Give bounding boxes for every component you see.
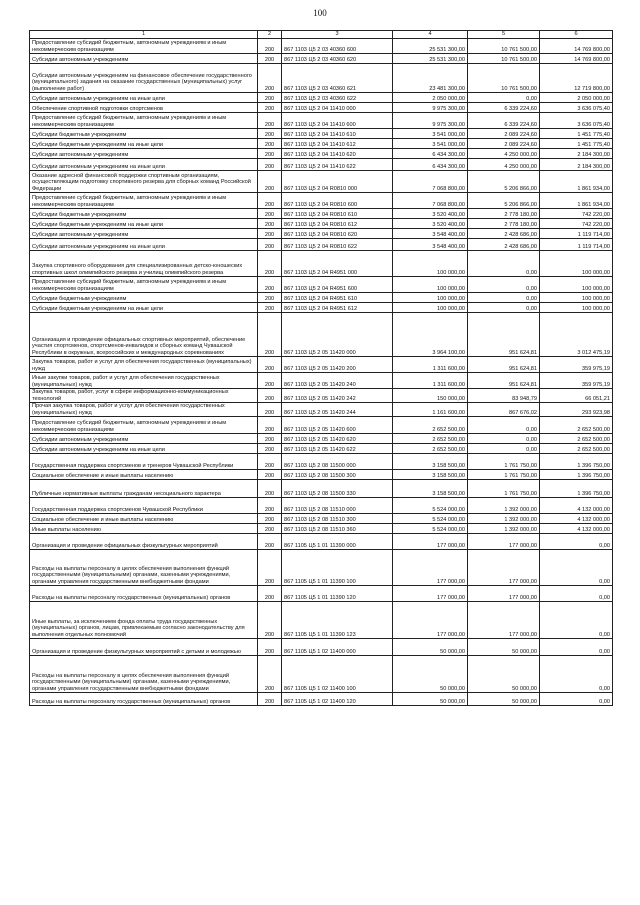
row-code-cell: 200: [258, 534, 282, 550]
table-row: [30, 514, 613, 524]
row-executed-cell: 177 000,00: [468, 586, 540, 602]
row-remaining-cell: 742 220,00: [540, 209, 613, 219]
row-remaining-cell: 1 396 750,00: [540, 480, 613, 498]
row-code-cell: 200: [258, 403, 282, 417]
table-row: [30, 480, 613, 498]
column-header: 5: [468, 31, 540, 39]
row-remaining-cell: 2 184 300,00: [540, 159, 613, 171]
row-code-cell: 200: [258, 480, 282, 498]
table-row: [30, 602, 613, 639]
row-code-cell: 200: [258, 64, 282, 93]
row-remaining-cell: 4 132 000,00: [540, 524, 613, 534]
table-row: [30, 54, 613, 64]
row-executed-cell: 951 624,81: [468, 313, 540, 357]
table-row: [30, 389, 613, 403]
row-code-cell: 200: [258, 389, 282, 403]
table-row: [30, 239, 613, 251]
row-executed-cell: 1 392 000,00: [468, 524, 540, 534]
row-remaining-cell: 359 975,19: [540, 373, 613, 389]
row-classifier-cell: 867 1103 Ц5 2 05 11420 620: [282, 434, 393, 444]
row-name-cell: Социальное обеспечение и иные выплаты населению: [30, 470, 258, 480]
row-executed-cell: 2 428 686,00: [468, 239, 540, 251]
row-name-cell: Расходы на выплаты персоналу государственных (муниципальных) органов: [30, 693, 258, 706]
row-executed-cell: 1 761 750,00: [468, 470, 540, 480]
table-row: [30, 586, 613, 602]
row-classifier-cell: 867 1105 Ц5 1 02 11400 100: [282, 656, 393, 693]
row-classifier-cell: 867 1103 Ц5 2 04 R0810 620: [282, 229, 393, 239]
row-executed-cell: 10 761 500,00: [468, 39, 540, 54]
row-code-cell: 200: [258, 639, 282, 656]
row-classifier-cell: 867 1103 Ц5 2 05 11420 244: [282, 403, 393, 417]
row-name-cell: Субсидии автономным учреждениям на иные цели: [30, 159, 258, 171]
row-executed-cell: 50 000,00: [468, 693, 540, 706]
table-row: [30, 373, 613, 389]
table-row: [30, 470, 613, 480]
table-row: [30, 277, 613, 293]
row-name-cell: Предоставление субсидий бюджетным, автономным учреждениям и иным некоммерческим организациям: [30, 39, 258, 54]
row-approved-cell: 50 000,00: [393, 639, 468, 656]
row-remaining-cell: 100 000,00: [540, 251, 613, 277]
row-executed-cell: 0,00: [468, 251, 540, 277]
row-code-cell: 200: [258, 444, 282, 454]
row-name-cell: Организация и проведение официальных физкультурных мероприятий: [30, 534, 258, 550]
row-approved-cell: 6 434 300,00: [393, 149, 468, 159]
row-approved-cell: 23 481 300,00: [393, 64, 468, 93]
row-name-cell: Организация и проведение физкультурных мероприятий с детьми и молодежью: [30, 639, 258, 656]
row-classifier-cell: 867 1103 Ц5 2 05 11420 200: [282, 357, 393, 373]
row-name-cell: Прочая закупка товаров, работ и услуг для обеспечения государственных (муниципальных) нужд: [30, 403, 258, 417]
row-approved-cell: 2 652 500,00: [393, 434, 468, 444]
row-code-cell: 200: [258, 313, 282, 357]
row-classifier-cell: 867 1105 Ц5 1 02 11400 000: [282, 639, 393, 656]
row-approved-cell: 3 964 100,00: [393, 313, 468, 357]
row-code-cell: 200: [258, 550, 282, 586]
row-name-cell: Субсидии автономным учреждениям на иные цели: [30, 93, 258, 103]
table-row: [30, 656, 613, 693]
row-remaining-cell: 66 051,21: [540, 389, 613, 403]
row-executed-cell: 2 778 180,00: [468, 209, 540, 219]
row-approved-cell: 100 000,00: [393, 251, 468, 277]
row-approved-cell: 7 068 800,00: [393, 193, 468, 209]
row-approved-cell: 3 158 500,00: [393, 454, 468, 470]
table-row: [30, 229, 613, 239]
column-header: 6: [540, 31, 613, 39]
row-remaining-cell: 2 184 300,00: [540, 149, 613, 159]
row-name-cell: Закупка спортивного оборудования для специализированных детско-юношеских спортивных школ олимпийского резерва и училищ олимпийского резерва: [30, 251, 258, 277]
row-name-cell: Субсидии бюджетным учреждениям на иные цели: [30, 139, 258, 149]
row-code-cell: 200: [258, 417, 282, 434]
row-approved-cell: 3 520 400,00: [393, 219, 468, 229]
row-code-cell: 200: [258, 159, 282, 171]
row-approved-cell: 5 524 000,00: [393, 498, 468, 514]
row-approved-cell: 3 158 500,00: [393, 470, 468, 480]
row-classifier-cell: 867 1103 Ц5 2 08 11510 360: [282, 524, 393, 534]
row-classifier-cell: 867 1103 Ц5 2 08 11500 000: [282, 454, 393, 470]
table-row: [30, 149, 613, 159]
row-executed-cell: 4 250 000,00: [468, 159, 540, 171]
table-row: [30, 498, 613, 514]
table-row: [30, 103, 613, 113]
row-executed-cell: 0,00: [468, 293, 540, 303]
row-name-cell: Предоставление субсидий бюджетным, автономным учреждениям и иным некоммерческим организациям: [30, 193, 258, 209]
row-classifier-cell: 867 1103 Ц5 2 08 11500 300: [282, 470, 393, 480]
row-approved-cell: 177 000,00: [393, 586, 468, 602]
row-remaining-cell: 293 923,98: [540, 403, 613, 417]
row-classifier-cell: 867 1103 Ц5 2 08 11510 000: [282, 498, 393, 514]
row-approved-cell: 50 000,00: [393, 656, 468, 693]
row-name-cell: Организация и проведение официальных спортивных мероприятий, обеспечение участия спортсменов, спортсменов-инвалидов и сборных команд Чувашской Республики в окружных, всероссийских и международных соревнованиях: [30, 313, 258, 357]
row-code-cell: 200: [258, 514, 282, 524]
table-row: [30, 639, 613, 656]
row-code-cell: 200: [258, 219, 282, 229]
row-code-cell: 200: [258, 209, 282, 219]
table-row: [30, 454, 613, 470]
row-classifier-cell: 867 1103 Ц5 2 03 40360 620: [282, 54, 393, 64]
row-code-cell: 200: [258, 239, 282, 251]
row-executed-cell: 1 392 000,00: [468, 498, 540, 514]
row-approved-cell: 177 000,00: [393, 550, 468, 586]
row-approved-cell: 1 311 600,00: [393, 373, 468, 389]
row-remaining-cell: 3 636 075,40: [540, 103, 613, 113]
row-approved-cell: 7 068 800,00: [393, 171, 468, 193]
table-row: [30, 39, 613, 54]
row-code-cell: 200: [258, 373, 282, 389]
row-remaining-cell: 1 119 714,00: [540, 229, 613, 239]
row-remaining-cell: 1 451 775,40: [540, 129, 613, 139]
row-classifier-cell: 867 1103 Ц5 2 04 11410 612: [282, 139, 393, 149]
row-code-cell: 200: [258, 602, 282, 639]
row-executed-cell: 177 000,00: [468, 550, 540, 586]
row-classifier-cell: 867 1103 Ц5 2 04 R4951 600: [282, 277, 393, 293]
row-classifier-cell: 867 1103 Ц5 2 03 40360 621: [282, 64, 393, 93]
table-row: [30, 524, 613, 534]
row-name-cell: Публичные нормативные выплаты гражданам несоциального характера: [30, 480, 258, 498]
budget-table: [29, 30, 613, 706]
row-executed-cell: 1 392 000,00: [468, 514, 540, 524]
row-classifier-cell: 867 1103 Ц5 2 04 R4951 610: [282, 293, 393, 303]
table-row: [30, 357, 613, 373]
row-approved-cell: 3 520 400,00: [393, 209, 468, 219]
row-executed-cell: 83 948,79: [468, 389, 540, 403]
table-row: [30, 313, 613, 357]
row-code-cell: 200: [258, 586, 282, 602]
row-approved-cell: 2 050 000,00: [393, 93, 468, 103]
row-name-cell: Иные выплаты населению: [30, 524, 258, 534]
row-classifier-cell: 867 1103 Ц5 2 03 40360 600: [282, 39, 393, 54]
table-row: [30, 93, 613, 103]
row-approved-cell: 1 311 600,00: [393, 357, 468, 373]
row-code-cell: 200: [258, 434, 282, 444]
row-name-cell: Закупка товаров, работ, услуг в сфере информационно-коммуникационных технологий: [30, 389, 258, 403]
row-remaining-cell: 359 975,19: [540, 357, 613, 373]
table-row: [30, 293, 613, 303]
row-remaining-cell: 4 132 000,00: [540, 498, 613, 514]
row-executed-cell: 0,00: [468, 444, 540, 454]
row-classifier-cell: 867 1103 Ц5 2 04 R4951 612: [282, 303, 393, 313]
row-name-cell: Субсидии автономным учреждениям: [30, 434, 258, 444]
row-remaining-cell: 3 012 475,19: [540, 313, 613, 357]
row-classifier-cell: 867 1103 Ц5 2 04 11410 600: [282, 113, 393, 129]
table-row: [30, 171, 613, 193]
row-executed-cell: 1 761 750,00: [468, 480, 540, 498]
row-classifier-cell: 867 1103 Ц5 2 08 11510 300: [282, 514, 393, 524]
row-classifier-cell: 867 1105 Ц5 1 01 11390 000: [282, 534, 393, 550]
row-remaining-cell: 2 652 500,00: [540, 434, 613, 444]
column-header: 4: [393, 31, 468, 39]
row-executed-cell: 0,00: [468, 434, 540, 444]
row-approved-cell: 3 548 400,00: [393, 239, 468, 251]
row-approved-cell: 3 158 500,00: [393, 480, 468, 498]
row-code-cell: 200: [258, 277, 282, 293]
table-body: [30, 39, 613, 706]
row-remaining-cell: 1 861 934,00: [540, 193, 613, 209]
row-code-cell: 200: [258, 103, 282, 113]
row-approved-cell: 9 975 300,00: [393, 113, 468, 129]
row-remaining-cell: 2 652 500,00: [540, 444, 613, 454]
table-row: [30, 193, 613, 209]
row-code-cell: 200: [258, 498, 282, 514]
row-classifier-cell: 867 1103 Ц5 2 08 11500 330: [282, 480, 393, 498]
table-row: [30, 159, 613, 171]
row-code-cell: 200: [258, 454, 282, 470]
row-name-cell: Государственная поддержка спортсменов Чувашской Республики: [30, 498, 258, 514]
row-classifier-cell: 867 1103 Ц5 2 04 11410 000: [282, 103, 393, 113]
column-header: 3: [282, 31, 393, 39]
row-remaining-cell: 3 636 075,40: [540, 113, 613, 129]
row-classifier-cell: 867 1103 Ц5 2 05 11420 242: [282, 389, 393, 403]
row-name-cell: Расходы на выплаты персоналу в целях обеспечения выполнения функций государственными (муниципальными) органами, казенными учреждениями, органами управления государственными внебюджетными фондами: [30, 656, 258, 693]
row-remaining-cell: 100 000,00: [540, 303, 613, 313]
row-code-cell: 200: [258, 656, 282, 693]
row-name-cell: Предоставление субсидий бюджетным, автономным учреждениям и иным некоммерческим организациям: [30, 417, 258, 434]
table-row: [30, 693, 613, 706]
table-row: [30, 251, 613, 277]
row-remaining-cell: 1 396 750,00: [540, 470, 613, 480]
row-classifier-cell: 867 1105 Ц5 1 02 11400 120: [282, 693, 393, 706]
row-remaining-cell: 0,00: [540, 602, 613, 639]
row-code-cell: 200: [258, 113, 282, 129]
row-executed-cell: 2 089 224,60: [468, 139, 540, 149]
row-classifier-cell: 867 1103 Ц5 2 05 11420 240: [282, 373, 393, 389]
row-remaining-cell: 2 050 000,00: [540, 93, 613, 103]
table-row: [30, 113, 613, 129]
row-executed-cell: 6 339 224,60: [468, 103, 540, 113]
row-code-cell: 200: [258, 693, 282, 706]
row-approved-cell: 1 161 600,00: [393, 403, 468, 417]
row-name-cell: Иные выплаты, за исключением фонда оплаты труда государственных (муниципальных) органов, лицам, привлекаемым согласно законодательству для выполнения отдельных полномочий: [30, 602, 258, 639]
row-approved-cell: 3 541 000,00: [393, 129, 468, 139]
row-executed-cell: 2 089 224,60: [468, 129, 540, 139]
row-code-cell: 200: [258, 229, 282, 239]
row-name-cell: Субсидии автономным учреждениям: [30, 54, 258, 64]
row-executed-cell: 50 000,00: [468, 656, 540, 693]
row-approved-cell: 150 000,00: [393, 389, 468, 403]
row-code-cell: 200: [258, 193, 282, 209]
row-code-cell: 200: [258, 39, 282, 54]
row-name-cell: Государственная поддержка спортсменов и тренеров Чувашской Республики: [30, 454, 258, 470]
row-classifier-cell: 867 1103 Ц5 2 04 R0810 610: [282, 209, 393, 219]
row-remaining-cell: 0,00: [540, 656, 613, 693]
row-code-cell: 200: [258, 129, 282, 139]
row-executed-cell: 0,00: [468, 93, 540, 103]
row-name-cell: Субсидии автономным учреждениям: [30, 229, 258, 239]
row-classifier-cell: 867 1103 Ц5 2 04 R0810 600: [282, 193, 393, 209]
row-classifier-cell: 867 1103 Ц5 2 05 11420 622: [282, 444, 393, 454]
row-code-cell: 200: [258, 54, 282, 64]
table-row: [30, 534, 613, 550]
row-executed-cell: 0,00: [468, 417, 540, 434]
row-executed-cell: 2 778 180,00: [468, 219, 540, 229]
table-row: [30, 209, 613, 219]
row-code-cell: 200: [258, 93, 282, 103]
row-remaining-cell: 100 000,00: [540, 293, 613, 303]
row-executed-cell: 951 624,81: [468, 373, 540, 389]
row-executed-cell: 1 761 750,00: [468, 454, 540, 470]
row-classifier-cell: 867 1103 Ц5 2 04 R0810 612: [282, 219, 393, 229]
table-row: [30, 444, 613, 454]
row-name-cell: Предоставление субсидий бюджетным, автономным учреждениям и иным некоммерческим организациям: [30, 277, 258, 293]
row-executed-cell: 4 250 000,00: [468, 149, 540, 159]
row-name-cell: Предоставление субсидий бюджетным, автономным учреждениям и иным некоммерческим организациям: [30, 113, 258, 129]
row-approved-cell: 9 975 300,00: [393, 103, 468, 113]
row-code-cell: 200: [258, 251, 282, 277]
row-approved-cell: 100 000,00: [393, 293, 468, 303]
row-remaining-cell: 0,00: [540, 550, 613, 586]
row-code-cell: 200: [258, 470, 282, 480]
row-name-cell: Иные закупки товаров, работ и услуг для обеспечения государственных (муниципальных) нужд: [30, 373, 258, 389]
row-remaining-cell: 14 769 800,00: [540, 54, 613, 64]
table-row: [30, 403, 613, 417]
row-approved-cell: 6 434 300,00: [393, 159, 468, 171]
row-classifier-cell: 867 1103 Ц5 2 03 40360 622: [282, 93, 393, 103]
row-remaining-cell: 0,00: [540, 639, 613, 656]
row-executed-cell: 177 000,00: [468, 534, 540, 550]
row-code-cell: 200: [258, 357, 282, 373]
row-approved-cell: 25 531 300,00: [393, 54, 468, 64]
row-name-cell: Закупка товаров, работ и услуг для обеспечения государственных (муниципальных) нужд: [30, 357, 258, 373]
row-remaining-cell: 1 861 934,00: [540, 171, 613, 193]
row-code-cell: 200: [258, 171, 282, 193]
row-name-cell: Обеспечение спортивной подготовки спортсменов: [30, 103, 258, 113]
row-name-cell: Расходы на выплаты персоналу государственных (муниципальных) органов: [30, 586, 258, 602]
row-name-cell: Субсидии бюджетным учреждениям: [30, 293, 258, 303]
row-approved-cell: 3 548 400,00: [393, 229, 468, 239]
row-name-cell: Оказание адресной финансовой поддержки спортивным организациям, осуществляющим подготовку спортивного резерва для сборных команд Российской Федерации: [30, 171, 258, 193]
row-classifier-cell: 867 1103 Ц5 2 04 R4951 000: [282, 251, 393, 277]
row-executed-cell: 5 206 866,00: [468, 193, 540, 209]
row-code-cell: 200: [258, 524, 282, 534]
row-approved-cell: 2 652 500,00: [393, 417, 468, 434]
row-executed-cell: 50 000,00: [468, 639, 540, 656]
row-approved-cell: 2 652 500,00: [393, 444, 468, 454]
row-remaining-cell: 14 769 800,00: [540, 39, 613, 54]
row-remaining-cell: 0,00: [540, 534, 613, 550]
row-remaining-cell: 2 652 500,00: [540, 417, 613, 434]
row-name-cell: Субсидии автономным учреждениям: [30, 149, 258, 159]
row-name-cell: Субсидии автономным учреждениям на финансовое обеспечение государственного (муниципального) задания на оказание государственных (муниципальных) услуг (выполнение работ): [30, 64, 258, 93]
row-approved-cell: 3 541 000,00: [393, 139, 468, 149]
row-approved-cell: 100 000,00: [393, 277, 468, 293]
table-row: [30, 303, 613, 313]
row-name-cell: Субсидии бюджетным учреждениям на иные цели: [30, 303, 258, 313]
row-approved-cell: 5 524 000,00: [393, 524, 468, 534]
row-executed-cell: 5 206 866,00: [468, 171, 540, 193]
row-name-cell: Субсидии бюджетным учреждениям на иные цели: [30, 219, 258, 229]
row-classifier-cell: 867 1103 Ц5 2 04 11410 610: [282, 129, 393, 139]
row-classifier-cell: 867 1105 Ц5 1 01 11390 123: [282, 602, 393, 639]
row-executed-cell: 0,00: [468, 303, 540, 313]
row-remaining-cell: 4 132 000,00: [540, 514, 613, 524]
row-remaining-cell: 100 000,00: [540, 277, 613, 293]
row-executed-cell: 0,00: [468, 277, 540, 293]
row-remaining-cell: 1 451 775,40: [540, 139, 613, 149]
table-row: [30, 129, 613, 139]
row-name-cell: Субсидии бюджетным учреждениям: [30, 129, 258, 139]
row-classifier-cell: 867 1103 Ц5 2 05 11420 600: [282, 417, 393, 434]
row-classifier-cell: 867 1103 Ц5 2 04 R0810 622: [282, 239, 393, 251]
row-remaining-cell: 0,00: [540, 586, 613, 602]
row-code-cell: 200: [258, 139, 282, 149]
row-approved-cell: 100 000,00: [393, 303, 468, 313]
table-row: [30, 550, 613, 586]
row-code-cell: 200: [258, 303, 282, 313]
row-executed-cell: 10 761 500,00: [468, 64, 540, 93]
table-row: [30, 434, 613, 444]
row-executed-cell: 867 676,02: [468, 403, 540, 417]
table-row: [30, 64, 613, 93]
table-row: [30, 219, 613, 229]
row-remaining-cell: 742 220,00: [540, 219, 613, 229]
row-code-cell: 200: [258, 149, 282, 159]
row-code-cell: 200: [258, 293, 282, 303]
column-header: 1: [30, 31, 258, 39]
row-classifier-cell: 867 1103 Ц5 2 04 R0810 000: [282, 171, 393, 193]
row-name-cell: Расходы на выплаты персоналу в целях обеспечения выполнения функций государственными (муниципальными) органами, казенными учреждениями, органами управления государственными внебюджетными фондами: [30, 550, 258, 586]
row-classifier-cell: 867 1103 Ц5 2 05 11420 000: [282, 313, 393, 357]
column-number-row: [30, 31, 613, 39]
row-approved-cell: 177 000,00: [393, 602, 468, 639]
row-name-cell: Субсидии автономным учреждениям на иные цели: [30, 444, 258, 454]
row-approved-cell: 25 531 300,00: [393, 39, 468, 54]
row-classifier-cell: 867 1105 Ц5 1 01 11390 100: [282, 550, 393, 586]
row-executed-cell: 6 339 224,60: [468, 113, 540, 129]
row-name-cell: Субсидии автономным учреждениям на иные цели: [30, 239, 258, 251]
table-row: [30, 417, 613, 434]
row-name-cell: Субсидии бюджетным учреждениям: [30, 209, 258, 219]
row-classifier-cell: 867 1103 Ц5 2 04 11410 620: [282, 149, 393, 159]
row-remaining-cell: 0,00: [540, 693, 613, 706]
row-remaining-cell: 12 719 800,00: [540, 64, 613, 93]
row-remaining-cell: 1 396 750,00: [540, 454, 613, 470]
column-header: 2: [258, 31, 282, 39]
row-approved-cell: 50 000,00: [393, 693, 468, 706]
row-name-cell: Социальное обеспечение и иные выплаты населению: [30, 514, 258, 524]
row-approved-cell: 5 524 000,00: [393, 514, 468, 524]
row-executed-cell: 951 624,81: [468, 357, 540, 373]
row-executed-cell: 177 000,00: [468, 602, 540, 639]
row-executed-cell: 2 428 686,00: [468, 229, 540, 239]
table-row: [30, 139, 613, 149]
row-approved-cell: 177 000,00: [393, 534, 468, 550]
page-number: 100: [313, 8, 327, 18]
row-classifier-cell: 867 1103 Ц5 2 04 11410 622: [282, 159, 393, 171]
row-executed-cell: 10 761 500,00: [468, 54, 540, 64]
row-remaining-cell: 1 119 714,00: [540, 239, 613, 251]
row-classifier-cell: 867 1105 Ц5 1 01 11390 120: [282, 586, 393, 602]
